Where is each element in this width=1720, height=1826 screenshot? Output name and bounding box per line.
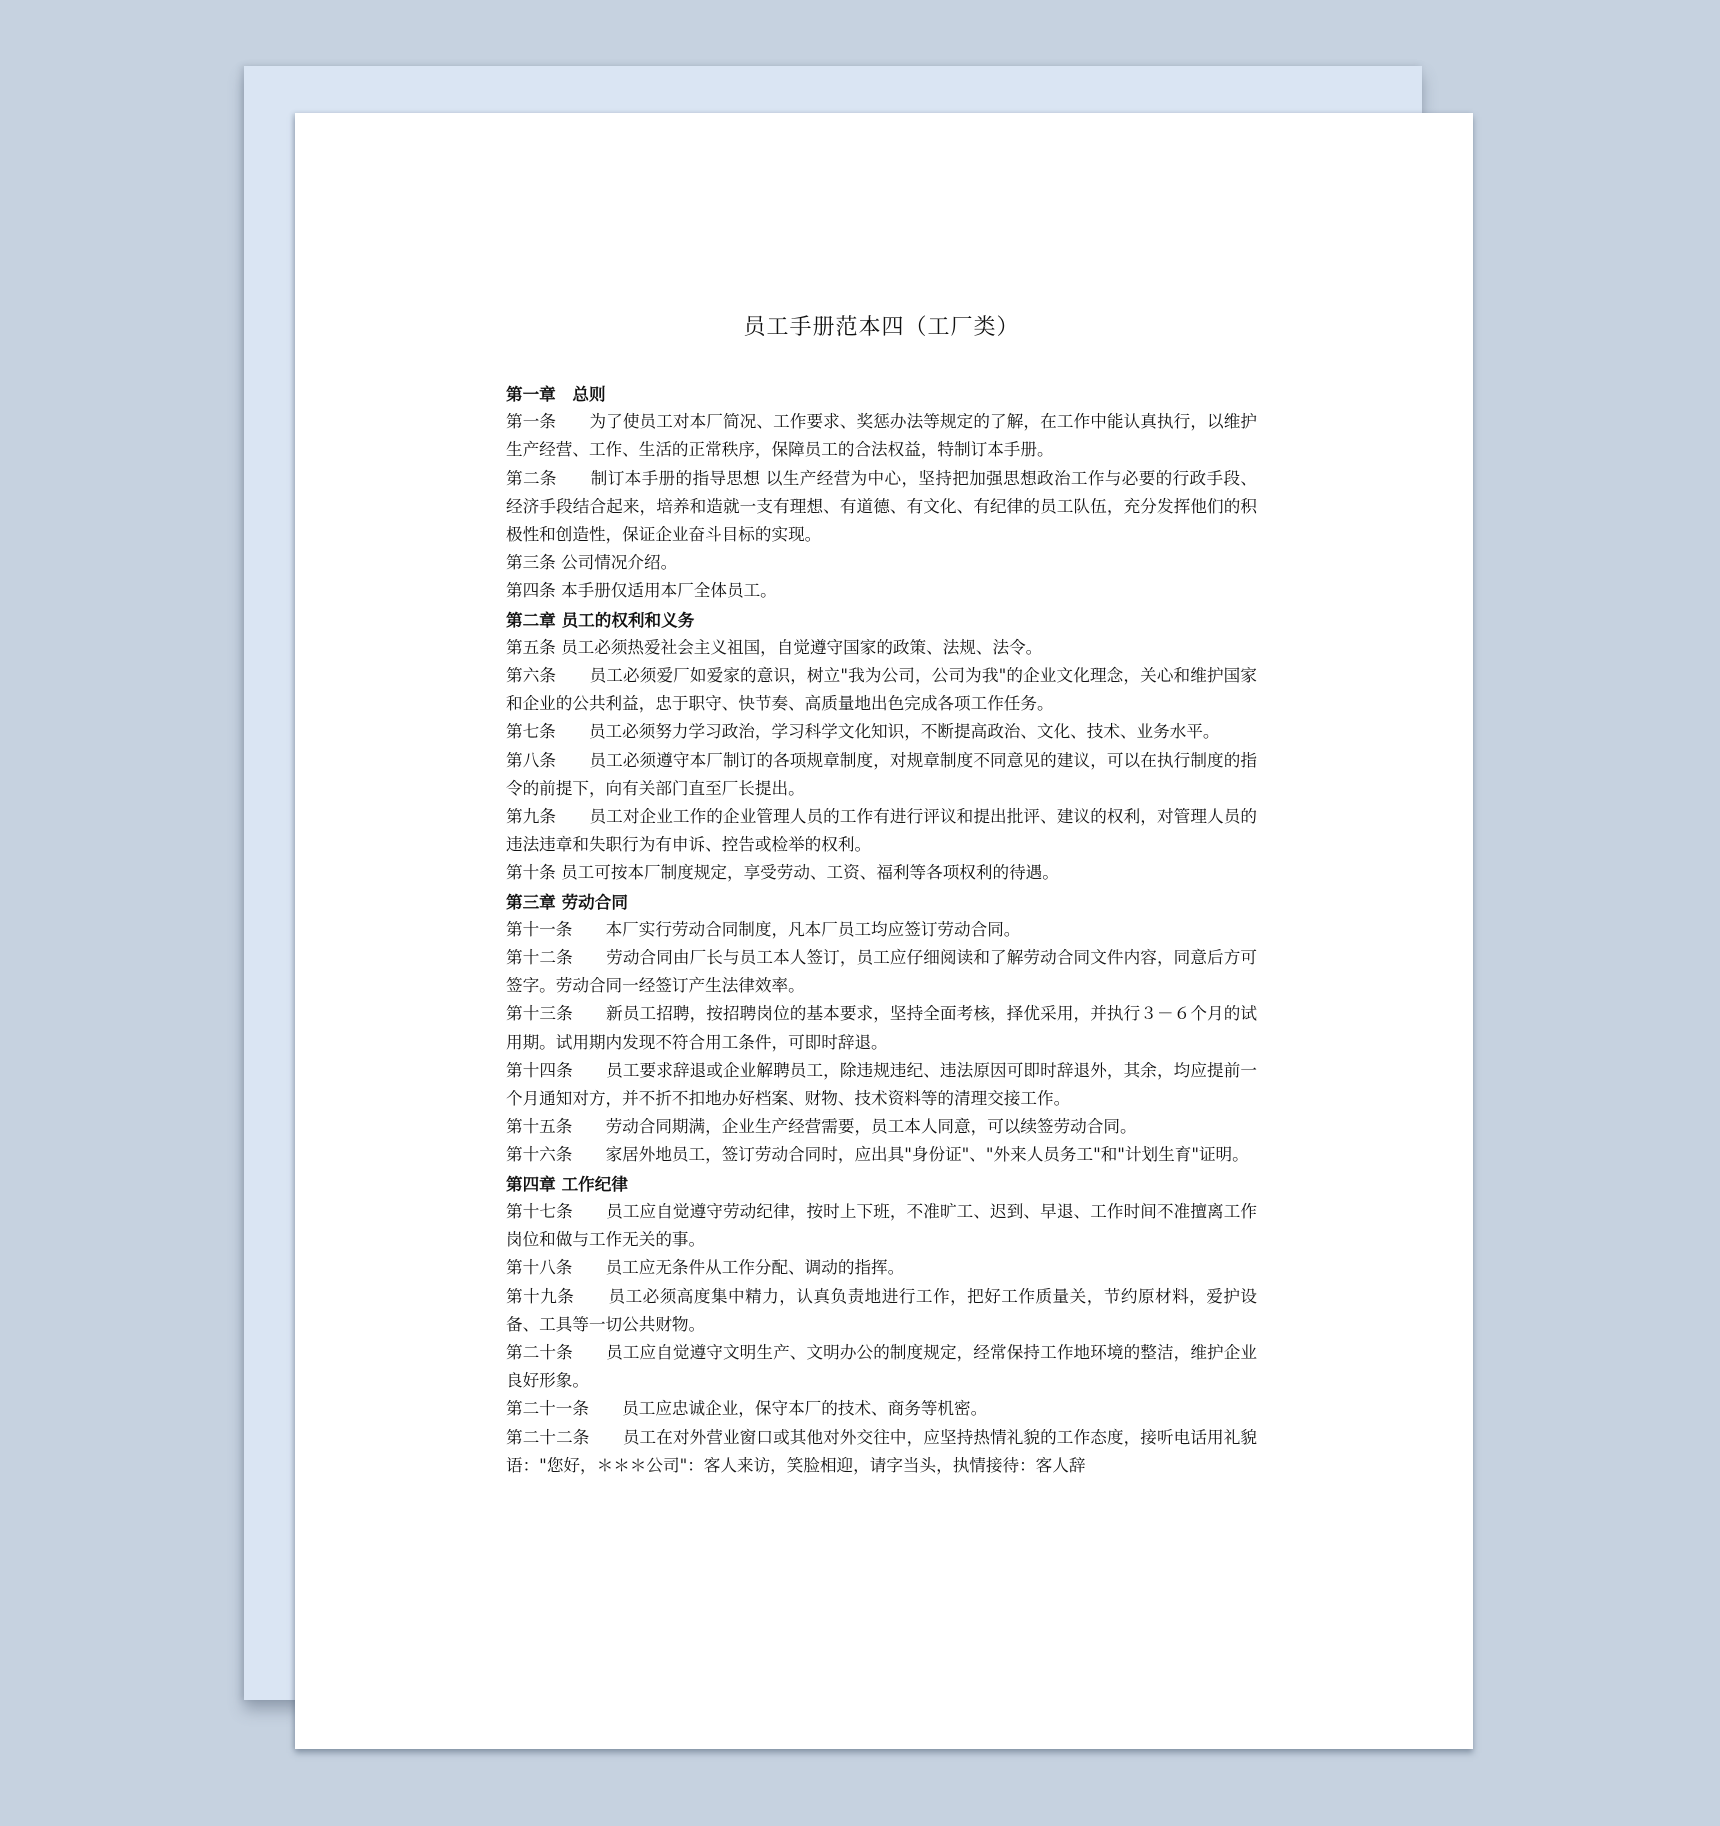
paragraph: 第十条 员工可按本厂制度规定，享受劳动、工资、福利等各项权利的待遇。 xyxy=(506,863,1059,883)
paragraph: 第十四条 员工要求辞退或企业解聘员工，除违规违纪、违法原因可即时辞退外，其余，均应提前一个月通知对方，并不折不扣地办好档案、财物、技术资料等的清理交接工作。 xyxy=(506,1060,1258,1109)
paragraph: 第九条 员工对企业工作的企业管理人员的工作有进行评议和提出批评、建议的权利，对管理人员的违法违章和失职行为有申诉、控告或检举的权利。 xyxy=(506,807,1258,855)
paragraph: 第二十一条 员工应忠诚企业，保守本厂的技术、商务等机密。 xyxy=(506,1399,988,1419)
paragraph: 第三条 公司情况介绍。 xyxy=(506,553,678,573)
chapter-heading: 第四章 工作纪律 xyxy=(506,1173,628,1194)
document-title: 员工手册范本四（工厂类） xyxy=(743,315,1020,340)
paragraph: 第五条 员工必须热爱社会主义祖国，自觉遵守国家的政策、法规、法令。 xyxy=(506,637,1043,657)
paragraph: 第四条 本手册仅适用本厂全体员工。 xyxy=(506,581,777,601)
document-body xyxy=(506,380,1257,1480)
paragraph: 第二十条 员工应自觉遵守文明生产、文明办公的制度规定，经常保持工作地环境的整洁，维护企业良好形象。 xyxy=(506,1342,1258,1391)
paragraph: 第七条 员工必须努力学习政治，学习科学文化知识，不断提高政治、文化、技术、业务水平。 xyxy=(506,722,1220,742)
chapter-heading: 第二章 员工的权利和义务 xyxy=(506,609,695,630)
paragraph: 第十八条 员工应无条件从工作分配、调动的指挥。 xyxy=(506,1258,905,1278)
paragraph: 第十一条 本厂实行劳动合同制度，凡本厂员工均应签订劳动合同。 xyxy=(506,919,1021,939)
paragraph: 第十三条 新员工招聘，按招聘岗位的基本要求，坚持全面考核，择优采用，并执行３－６个月的试用期。试用期内发现不符合用工条件，可即时辞退。 xyxy=(506,1004,1258,1052)
paragraph: 第六条 员工必须爱厂如爱家的意识，树立"我为公司，公司为我"的企业文化理念，关心和维护国家和企业的公共利益，忠于职守、快节奏、高质量地出色完成各项工作任务。 xyxy=(506,666,1257,714)
paragraph: 第二十二条 员工在对外营业窗口或其他对外交往中，应坚持热情礼貌的工作态度，接听电话用礼貌语："您好，＊＊＊公司"：客人来访，笑脸相迎，请字当头，执情接待：客人辞 xyxy=(506,1427,1258,1475)
paragraph: 第十六条 家居外地员工，签订劳动合同时，应出具"身份证"、"外来人员务工"和"计划生育"证明。 xyxy=(506,1145,1249,1165)
paragraph: 第十五条 劳动合同期满，企业生产经营需要，员工本人同意，可以续签劳动合同。 xyxy=(506,1117,1137,1137)
paragraph: 第十九条 员工必须高度集中精力，认真负责地进行工作，把好工作质量关，节约原材料，爱护设备、工具等一切公共财物。 xyxy=(506,1286,1258,1334)
paragraph: 第十七条 员工应自觉遵守劳动纪律，按时上下班，不准旷工、迟到、早退、工作时间不准擅离工作岗位和做与工作无关的事。 xyxy=(506,1201,1258,1250)
paragraph: 第十二条 劳动合同由厂长与员工本人签订，员工应仔细阅读和了解劳动合同文件内容，同意后方可签字。劳动合同一经签订产生法律效率。 xyxy=(506,948,1258,996)
paragraph: 第二条 制订本手册的指导思想 以生产经营为中心，坚持把加强思想政治工作与必要的行政手段、经济手段结合起来，培养和造就一支有理想、有道德、有文化、有纪律的员工队伍，充分发挥他们的积极性和创造性，保证企业奋斗目标的实现。 xyxy=(506,468,1258,545)
paragraph: 第八条 员工必须遵守本厂制订的各项规章制度，对规章制度不同意见的建议，可以在执行制度的指令的前提下，向有关部门直至厂长提出。 xyxy=(506,750,1258,798)
chapter-heading: 第一章 总则 xyxy=(506,384,606,404)
chapter-heading: 第三章 劳动合同 xyxy=(506,891,628,912)
paragraph: 第一条 为了使员工对本厂简况、工作要求、奖惩办法等规定的了解，在工作中能认真执行，以维护生产经营、工作、生活的正常秩序，保障员工的合法权益，特制订本手册。 xyxy=(506,412,1258,460)
